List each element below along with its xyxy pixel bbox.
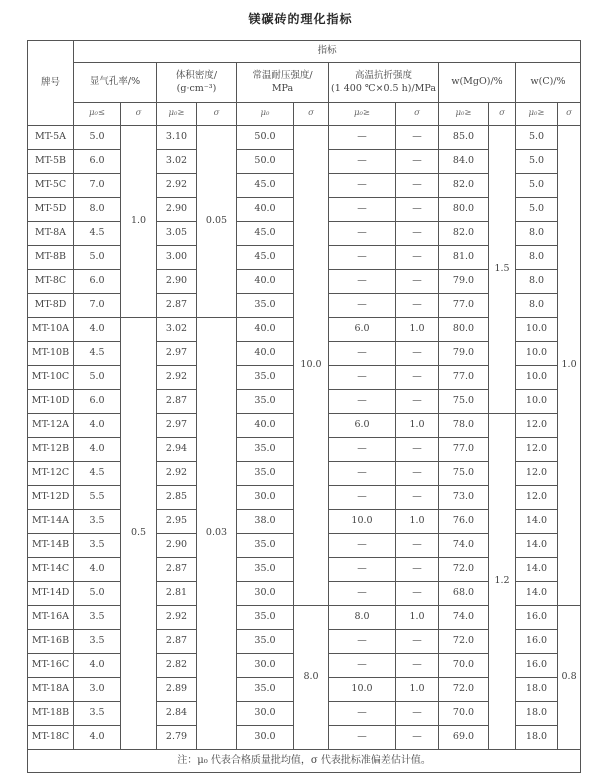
header-sub-6: μ₀≥ [329, 103, 396, 126]
pressure-mu-cell: 40.0 [237, 414, 294, 438]
grade-cell: MT-16A [28, 606, 74, 630]
carbon-mu-cell: 14.0 [516, 582, 558, 606]
porosity-sigma-cell: 0.5 [121, 318, 157, 750]
bend-sigma-cell: — [396, 390, 439, 414]
porosity-mu-cell: 4.5 [74, 462, 121, 486]
pressure-mu-cell: 40.0 [237, 342, 294, 366]
grade-cell: MT-18C [28, 726, 74, 750]
pressure-mu-cell: 30.0 [237, 702, 294, 726]
carbon-sigma-cell: 1.0 [558, 126, 581, 606]
porosity-mu-cell: 3.0 [74, 678, 121, 702]
density-mu-cell: 2.92 [157, 174, 197, 198]
pressure-mu-cell: 30.0 [237, 726, 294, 750]
grade-cell: MT-10B [28, 342, 74, 366]
bend-sigma-cell: — [396, 366, 439, 390]
bend-sigma-cell: 1.0 [396, 510, 439, 534]
pressure-mu-cell: 35.0 [237, 438, 294, 462]
bend-mu-cell: — [329, 654, 396, 678]
mgo-mu-cell: 72.0 [439, 630, 489, 654]
bend-mu-cell: — [329, 534, 396, 558]
mgo-mu-cell: 73.0 [439, 486, 489, 510]
density-mu-cell: 2.87 [157, 558, 197, 582]
pressure-mu-cell: 35.0 [237, 534, 294, 558]
bend-sigma-cell: — [396, 582, 439, 606]
carbon-mu-cell: 10.0 [516, 390, 558, 414]
grade-cell: MT-10A [28, 318, 74, 342]
bend-mu-cell: 10.0 [329, 510, 396, 534]
grade-cell: MT-14B [28, 534, 74, 558]
bend-sigma-cell: — [396, 726, 439, 750]
header-column-unit: (g·cm⁻³) [176, 82, 217, 94]
porosity-sigma-cell: 1.0 [121, 126, 157, 318]
pressure-mu-cell: 45.0 [237, 246, 294, 270]
density-mu-cell: 2.85 [157, 486, 197, 510]
grade-cell: MT-5B [28, 150, 74, 174]
porosity-mu-cell: 5.0 [74, 126, 121, 150]
header-column-label: 显气孔率/% [89, 76, 141, 88]
header-column-unit: (1 400 ℃×0.5 h)/MPa [330, 82, 437, 94]
mgo-mu-cell: 74.0 [439, 606, 489, 630]
pressure-mu-cell: 35.0 [237, 606, 294, 630]
bend-mu-cell: — [329, 126, 396, 150]
mgo-sigma-cell: 1.5 [489, 126, 516, 414]
grade-cell: MT-8B [28, 246, 74, 270]
mgo-mu-cell: 84.0 [439, 150, 489, 174]
pressure-mu-cell: 45.0 [237, 222, 294, 246]
pressure-mu-cell: 50.0 [237, 150, 294, 174]
bend-sigma-cell: — [396, 702, 439, 726]
density-mu-cell: 2.97 [157, 342, 197, 366]
mgo-mu-cell: 85.0 [439, 126, 489, 150]
porosity-mu-cell: 5.0 [74, 366, 121, 390]
bend-mu-cell: — [329, 366, 396, 390]
carbon-mu-cell: 10.0 [516, 318, 558, 342]
porosity-mu-cell: 4.5 [74, 222, 121, 246]
mgo-mu-cell: 72.0 [439, 678, 489, 702]
header-grade: 牌号 [28, 41, 74, 126]
mgo-mu-cell: 72.0 [439, 558, 489, 582]
pressure-mu-cell: 45.0 [237, 174, 294, 198]
header-sub-4: μ₀ [237, 103, 294, 126]
carbon-mu-cell: 12.0 [516, 462, 558, 486]
density-mu-cell: 2.92 [157, 606, 197, 630]
mgo-mu-cell: 77.0 [439, 294, 489, 318]
header-sub-7: σ [396, 103, 439, 126]
grade-cell: MT-5A [28, 126, 74, 150]
density-mu-cell: 3.00 [157, 246, 197, 270]
mgo-mu-cell: 77.0 [439, 438, 489, 462]
specification-table [27, 40, 581, 773]
pressure-mu-cell: 40.0 [237, 270, 294, 294]
header-sub-10: μ₀≥ [516, 103, 558, 126]
bend-mu-cell: — [329, 294, 396, 318]
mgo-mu-cell: 80.0 [439, 318, 489, 342]
bend-sigma-cell: — [396, 342, 439, 366]
bend-sigma-cell: — [396, 150, 439, 174]
carbon-mu-cell: 14.0 [516, 558, 558, 582]
header-column-5 [516, 63, 581, 103]
grade-cell: MT-8C [28, 270, 74, 294]
density-mu-cell: 2.79 [157, 726, 197, 750]
grade-cell: MT-12B [28, 438, 74, 462]
mgo-mu-cell: 82.0 [439, 174, 489, 198]
pressure-mu-cell: 40.0 [237, 198, 294, 222]
density-mu-cell: 2.89 [157, 678, 197, 702]
density-mu-cell: 2.92 [157, 366, 197, 390]
grade-cell: MT-8D [28, 294, 74, 318]
bend-mu-cell: — [329, 582, 396, 606]
grade-cell: MT-8A [28, 222, 74, 246]
carbon-mu-cell: 8.0 [516, 270, 558, 294]
carbon-mu-cell: 16.0 [516, 630, 558, 654]
bend-sigma-cell: — [396, 126, 439, 150]
header-column-label: w(MgO)/% [451, 76, 503, 88]
density-sigma-cell: 0.05 [197, 126, 237, 318]
pressure-mu-cell: 30.0 [237, 654, 294, 678]
mgo-mu-cell: 80.0 [439, 198, 489, 222]
grade-cell: MT-10D [28, 390, 74, 414]
bend-mu-cell: — [329, 438, 396, 462]
porosity-mu-cell: 8.0 [74, 198, 121, 222]
header-sub-5: σ [294, 103, 329, 126]
bend-sigma-cell: — [396, 462, 439, 486]
header-column-unit: MPa [271, 82, 294, 94]
porosity-mu-cell: 4.0 [74, 318, 121, 342]
porosity-mu-cell: 3.5 [74, 534, 121, 558]
pressure-mu-cell: 35.0 [237, 630, 294, 654]
bend-mu-cell: — [329, 270, 396, 294]
bend-sigma-cell: — [396, 654, 439, 678]
porosity-mu-cell: 4.0 [74, 654, 121, 678]
density-mu-cell: 2.90 [157, 534, 197, 558]
porosity-mu-cell: 6.0 [74, 390, 121, 414]
header-sub-1: σ [121, 103, 157, 126]
density-mu-cell: 2.81 [157, 582, 197, 606]
pressure-sigma-cell: 8.0 [294, 606, 329, 750]
carbon-mu-cell: 8.0 [516, 222, 558, 246]
grade-cell: MT-16C [28, 654, 74, 678]
density-mu-cell: 3.05 [157, 222, 197, 246]
density-mu-cell: 2.90 [157, 198, 197, 222]
mgo-mu-cell: 70.0 [439, 702, 489, 726]
porosity-mu-cell: 4.5 [74, 342, 121, 366]
porosity-mu-cell: 3.5 [74, 606, 121, 630]
grade-cell: MT-5C [28, 174, 74, 198]
header-sub-0: μ₀≤ [74, 103, 121, 126]
bend-mu-cell: — [329, 462, 396, 486]
density-mu-cell: 2.90 [157, 270, 197, 294]
carbon-mu-cell: 14.0 [516, 534, 558, 558]
bend-mu-cell: — [329, 390, 396, 414]
density-mu-cell: 2.84 [157, 702, 197, 726]
carbon-mu-cell: 18.0 [516, 678, 558, 702]
density-mu-cell: 2.87 [157, 630, 197, 654]
carbon-mu-cell: 5.0 [516, 126, 558, 150]
header-sub-11: σ [558, 103, 581, 126]
bend-mu-cell: 6.0 [329, 414, 396, 438]
mgo-mu-cell: 68.0 [439, 582, 489, 606]
mgo-sigma-cell: 1.2 [489, 414, 516, 750]
bend-mu-cell: — [329, 198, 396, 222]
density-sigma-cell: 0.03 [197, 318, 237, 750]
bend-sigma-cell: — [396, 534, 439, 558]
mgo-mu-cell: 78.0 [439, 414, 489, 438]
carbon-sigma-cell: 0.8 [558, 606, 581, 750]
grade-cell: MT-18A [28, 678, 74, 702]
carbon-mu-cell: 16.0 [516, 606, 558, 630]
carbon-mu-cell: 16.0 [516, 654, 558, 678]
bend-sigma-cell: — [396, 270, 439, 294]
header-column-label: w(C)/% [530, 76, 566, 88]
pressure-mu-cell: 35.0 [237, 366, 294, 390]
porosity-mu-cell: 5.0 [74, 246, 121, 270]
mgo-mu-cell: 69.0 [439, 726, 489, 750]
grade-cell: MT-5D [28, 198, 74, 222]
bend-mu-cell: 10.0 [329, 678, 396, 702]
table-row [28, 126, 581, 150]
mgo-mu-cell: 82.0 [439, 222, 489, 246]
carbon-mu-cell: 14.0 [516, 510, 558, 534]
grade-cell: MT-16B [28, 630, 74, 654]
header-column-label: 常温耐压强度/ [252, 69, 313, 81]
bend-sigma-cell: — [396, 198, 439, 222]
bend-sigma-cell: — [396, 174, 439, 198]
bend-mu-cell: 6.0 [329, 318, 396, 342]
grade-cell: MT-18B [28, 702, 74, 726]
porosity-mu-cell: 5.5 [74, 486, 121, 510]
bend-mu-cell: — [329, 486, 396, 510]
header-column-label: 体积密度/ [175, 69, 218, 81]
porosity-mu-cell: 7.0 [74, 294, 121, 318]
header-group: 指标 [74, 41, 581, 63]
bend-mu-cell: — [329, 726, 396, 750]
pressure-mu-cell: 35.0 [237, 390, 294, 414]
bend-sigma-cell: — [396, 558, 439, 582]
carbon-mu-cell: 10.0 [516, 366, 558, 390]
carbon-mu-cell: 8.0 [516, 246, 558, 270]
pressure-sigma-cell: 10.0 [294, 126, 329, 606]
bend-sigma-cell: — [396, 486, 439, 510]
mgo-mu-cell: 79.0 [439, 270, 489, 294]
bend-sigma-cell: — [396, 246, 439, 270]
header-column-2 [237, 63, 329, 103]
mgo-mu-cell: 77.0 [439, 366, 489, 390]
density-mu-cell: 2.87 [157, 390, 197, 414]
table-footnote: 注：μ₀ 代表合格质量批均值，σ 代表批标准偏差估计值。 [28, 750, 581, 773]
porosity-mu-cell: 4.0 [74, 558, 121, 582]
density-mu-cell: 2.82 [157, 654, 197, 678]
carbon-mu-cell: 10.0 [516, 342, 558, 366]
bend-mu-cell: — [329, 630, 396, 654]
porosity-mu-cell: 6.0 [74, 270, 121, 294]
pressure-mu-cell: 30.0 [237, 486, 294, 510]
pressure-mu-cell: 35.0 [237, 678, 294, 702]
density-mu-cell: 2.87 [157, 294, 197, 318]
pressure-mu-cell: 35.0 [237, 294, 294, 318]
porosity-mu-cell: 3.5 [74, 630, 121, 654]
header-sub-9: σ [489, 103, 516, 126]
carbon-mu-cell: 18.0 [516, 702, 558, 726]
pressure-mu-cell: 30.0 [237, 582, 294, 606]
carbon-mu-cell: 12.0 [516, 486, 558, 510]
bend-mu-cell: — [329, 702, 396, 726]
porosity-mu-cell: 4.0 [74, 438, 121, 462]
bend-sigma-cell: — [396, 222, 439, 246]
pressure-mu-cell: 38.0 [237, 510, 294, 534]
table-title: 镁碳砖的理化指标 [248, 12, 353, 26]
bend-mu-cell: 8.0 [329, 606, 396, 630]
header-column-label: 高温抗折强度 [354, 69, 412, 81]
density-mu-cell: 3.02 [157, 318, 197, 342]
bend-sigma-cell: — [396, 438, 439, 462]
pressure-mu-cell: 35.0 [237, 462, 294, 486]
density-mu-cell: 2.97 [157, 414, 197, 438]
header-sub-2: μ₀≥ [157, 103, 197, 126]
porosity-mu-cell: 4.0 [74, 414, 121, 438]
porosity-mu-cell: 3.5 [74, 702, 121, 726]
header-column-4 [439, 63, 516, 103]
porosity-mu-cell: 7.0 [74, 174, 121, 198]
density-mu-cell: 2.94 [157, 438, 197, 462]
bend-mu-cell: — [329, 558, 396, 582]
porosity-mu-cell: 4.0 [74, 726, 121, 750]
header-sub-3: σ [197, 103, 237, 126]
grade-cell: MT-14A [28, 510, 74, 534]
carbon-mu-cell: 5.0 [516, 174, 558, 198]
mgo-mu-cell: 79.0 [439, 342, 489, 366]
mgo-mu-cell: 75.0 [439, 390, 489, 414]
bend-sigma-cell: 1.0 [396, 678, 439, 702]
bend-sigma-cell: 1.0 [396, 606, 439, 630]
density-mu-cell: 2.95 [157, 510, 197, 534]
bend-mu-cell: — [329, 174, 396, 198]
bend-sigma-cell: — [396, 630, 439, 654]
pressure-mu-cell: 35.0 [237, 558, 294, 582]
header-sub-8: μ₀≥ [439, 103, 489, 126]
carbon-mu-cell: 12.0 [516, 438, 558, 462]
grade-cell: MT-14D [28, 582, 74, 606]
grade-cell: MT-10C [28, 366, 74, 390]
porosity-mu-cell: 3.5 [74, 510, 121, 534]
bend-mu-cell: — [329, 246, 396, 270]
mgo-mu-cell: 75.0 [439, 462, 489, 486]
bend-sigma-cell: — [396, 294, 439, 318]
header-column-1 [157, 63, 237, 103]
mgo-mu-cell: 76.0 [439, 510, 489, 534]
header-column-0 [74, 63, 157, 103]
grade-cell: MT-14C [28, 558, 74, 582]
mgo-mu-cell: 74.0 [439, 534, 489, 558]
bend-sigma-cell: 1.0 [396, 318, 439, 342]
carbon-mu-cell: 12.0 [516, 414, 558, 438]
pressure-mu-cell: 50.0 [237, 126, 294, 150]
grade-cell: MT-12C [28, 462, 74, 486]
header-column-3 [329, 63, 439, 103]
density-mu-cell: 3.02 [157, 150, 197, 174]
density-mu-cell: 3.10 [157, 126, 197, 150]
carbon-mu-cell: 18.0 [516, 726, 558, 750]
grade-cell: MT-12D [28, 486, 74, 510]
mgo-mu-cell: 70.0 [439, 654, 489, 678]
carbon-mu-cell: 8.0 [516, 294, 558, 318]
bend-mu-cell: — [329, 150, 396, 174]
carbon-mu-cell: 5.0 [516, 198, 558, 222]
density-mu-cell: 2.92 [157, 462, 197, 486]
bend-mu-cell: — [329, 222, 396, 246]
porosity-mu-cell: 5.0 [74, 582, 121, 606]
mgo-mu-cell: 81.0 [439, 246, 489, 270]
bend-mu-cell: — [329, 342, 396, 366]
grade-cell: MT-12A [28, 414, 74, 438]
carbon-mu-cell: 5.0 [516, 150, 558, 174]
bend-sigma-cell: 1.0 [396, 414, 439, 438]
porosity-mu-cell: 6.0 [74, 150, 121, 174]
pressure-mu-cell: 40.0 [237, 318, 294, 342]
